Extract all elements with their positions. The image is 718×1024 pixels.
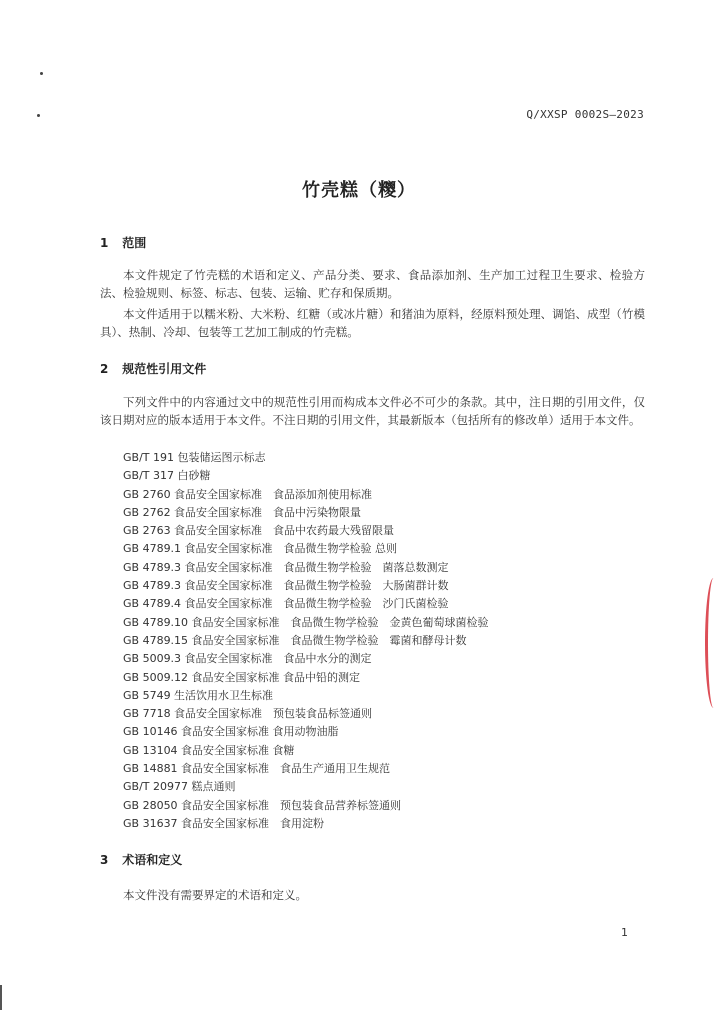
list-item: GB 4789.4 食品安全国家标准 食品微生物学检验 沙门氏菌检验 (123, 597, 449, 611)
section-number: 2 (100, 362, 109, 376)
list-item: GB 5749 生活饮用水卫生标准 (123, 688, 274, 702)
list-item: GB 28050 食品安全国家标准 预包装食品营养标签通则 (123, 798, 402, 812)
section-title: 术语和定义 (122, 853, 183, 867)
page-number: 1 (621, 926, 628, 939)
list-item: GB 10146 食品安全国家标准 食用动物油脂 (123, 725, 339, 739)
list-item: GB 5009.3 食品安全国家标准 食品中水分的测定 (123, 652, 372, 666)
scan-edge-mark (0, 985, 2, 1010)
scope-paragraph-2: 本文件适用于以糯米粉、大米粉、红糖（或冰片糖）和猪油为原料，经原料预处理、调馅、成型（竹模具）、热制、冷却、包装等工艺加工制成的竹壳糕。 (100, 307, 645, 339)
scope-paragraph-1: 本文件规定了竹壳糕的术语和定义、产品分类、要求、食品添加剂、生产加工过程卫生要求、检验方法、检验规则、标签、标志、包装、运输、贮存和保质期。 (100, 268, 645, 300)
section-heading-terms-definitions (100, 851, 182, 868)
section-number: 3 (100, 853, 109, 867)
list-item: GB 7718 食品安全国家标准 预包装食品标签通则 (123, 707, 373, 721)
references-intro-paragraph: 下列文件中的内容通过文中的规范性引用而构成本文件必不可少的条款。其中，注日期的引用文件，仅该日期对应的版本适用于本文件。不注日期的引用文件，其最新版本（包括所有的修改单）适用于本文件。 (100, 395, 645, 427)
list-item: GB 4789.1 食品安全国家标准 食品微生物学检验 总则 (123, 542, 398, 556)
document-title: 竹壳糕（糭） (302, 180, 416, 201)
list-item: GB 2762 食品安全国家标准 食品中污染物限量 (123, 505, 362, 519)
scan-speck (37, 114, 40, 117)
list-item: GB 5009.12 食品安全国家标准 食品中铅的测定 (123, 670, 361, 684)
section-heading-scope (100, 234, 146, 251)
list-item: GB 4789.3 食品安全国家标准 食品微生物学检验 菌落总数测定 (123, 560, 449, 574)
list-item: GB 2760 食品安全国家标准 食品添加剂使用标准 (123, 487, 373, 501)
section-heading-normative-references (100, 360, 206, 377)
list-item: GB 13104 食品安全国家标准 食糖 (123, 743, 295, 757)
list-item: GB 14881 食品安全国家标准 食品生产通用卫生规范 (123, 762, 391, 776)
reference-list (123, 449, 489, 833)
list-item: GB 2763 食品安全国家标准 食品中农药最大残留限量 (123, 524, 395, 538)
section-title: 范围 (122, 236, 147, 250)
red-seal-stamp-edge (705, 578, 718, 708)
document-code: Q/XXSP 0002S—2023 (526, 108, 644, 121)
list-item: GB/T 317 白砂糖 (123, 469, 211, 483)
scan-speck (40, 72, 43, 75)
list-item: GB 4789.3 食品安全国家标准 食品微生物学检验 大肠菌群计数 (123, 579, 449, 593)
list-item: GB/T 191 包装储运图示标志 (123, 451, 266, 464)
list-item: GB 31637 食品安全国家标准 食用淀粉 (123, 816, 325, 830)
terms-paragraph: 本文件没有需要界定的术语和定义。 (123, 888, 307, 902)
section-title: 规范性引用文件 (122, 362, 207, 376)
list-item: GB 4789.10 食品安全国家标准 食品微生物学检验 金黄色葡萄球菌检验 (123, 615, 489, 629)
list-item: GB 4789.15 食品安全国家标准 食品微生物学检验 霉菌和酵母计数 (123, 633, 467, 647)
section-number: 1 (100, 236, 109, 250)
list-item: GB/T 20977 糕点通则 (123, 780, 236, 794)
